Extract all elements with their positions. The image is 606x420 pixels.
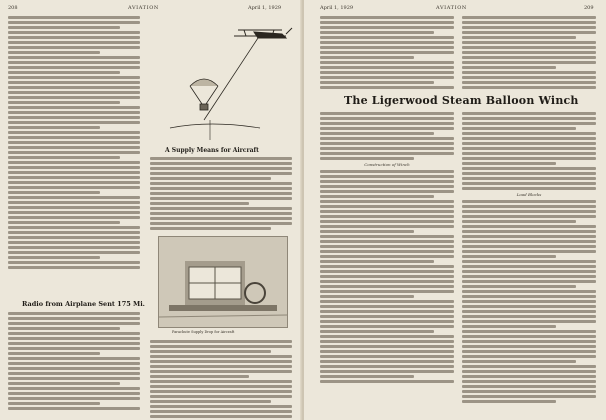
winch-article-col1: [320, 112, 454, 385]
right-date: April 1, 1929: [320, 5, 354, 11]
article-heading-winch: The Ligerwood Steam Balloon Winch: [344, 94, 579, 107]
article-heading-radio: Radio from Airplane Sent 175 Mi.: [22, 300, 145, 308]
aircraft-drawing: [150, 16, 295, 144]
subhead-load-blocks: Load Blocks: [516, 192, 542, 197]
left-running-title: AVIATION: [128, 5, 159, 11]
left-date: April 1, 1929: [248, 5, 282, 11]
radio-article-text: [8, 312, 140, 412]
right-page: [304, 0, 606, 420]
illustration-aircraft-supply: [150, 16, 295, 144]
figure-caption: Parachute Supply Drop for Aircraft: [172, 330, 235, 334]
airplane-icon: [234, 28, 292, 38]
right-page-number: 209: [584, 5, 594, 11]
right-top-right-text: [462, 16, 596, 91]
right-top-left-text: [320, 16, 454, 91]
left-bottom-text: [150, 340, 292, 420]
left-page-number: 208: [8, 5, 18, 11]
article-heading-supply: A Supply Means for Aircraft: [165, 147, 259, 154]
winch-photo-image: [159, 237, 287, 327]
right-running-title: AVIATION: [436, 5, 467, 11]
supply-article-text: [150, 157, 292, 232]
subhead-construction: Construction of Winch: [364, 162, 410, 167]
left-column-text: [8, 16, 140, 271]
winch-article-col2: [462, 112, 596, 405]
winch-photo: [158, 236, 288, 328]
